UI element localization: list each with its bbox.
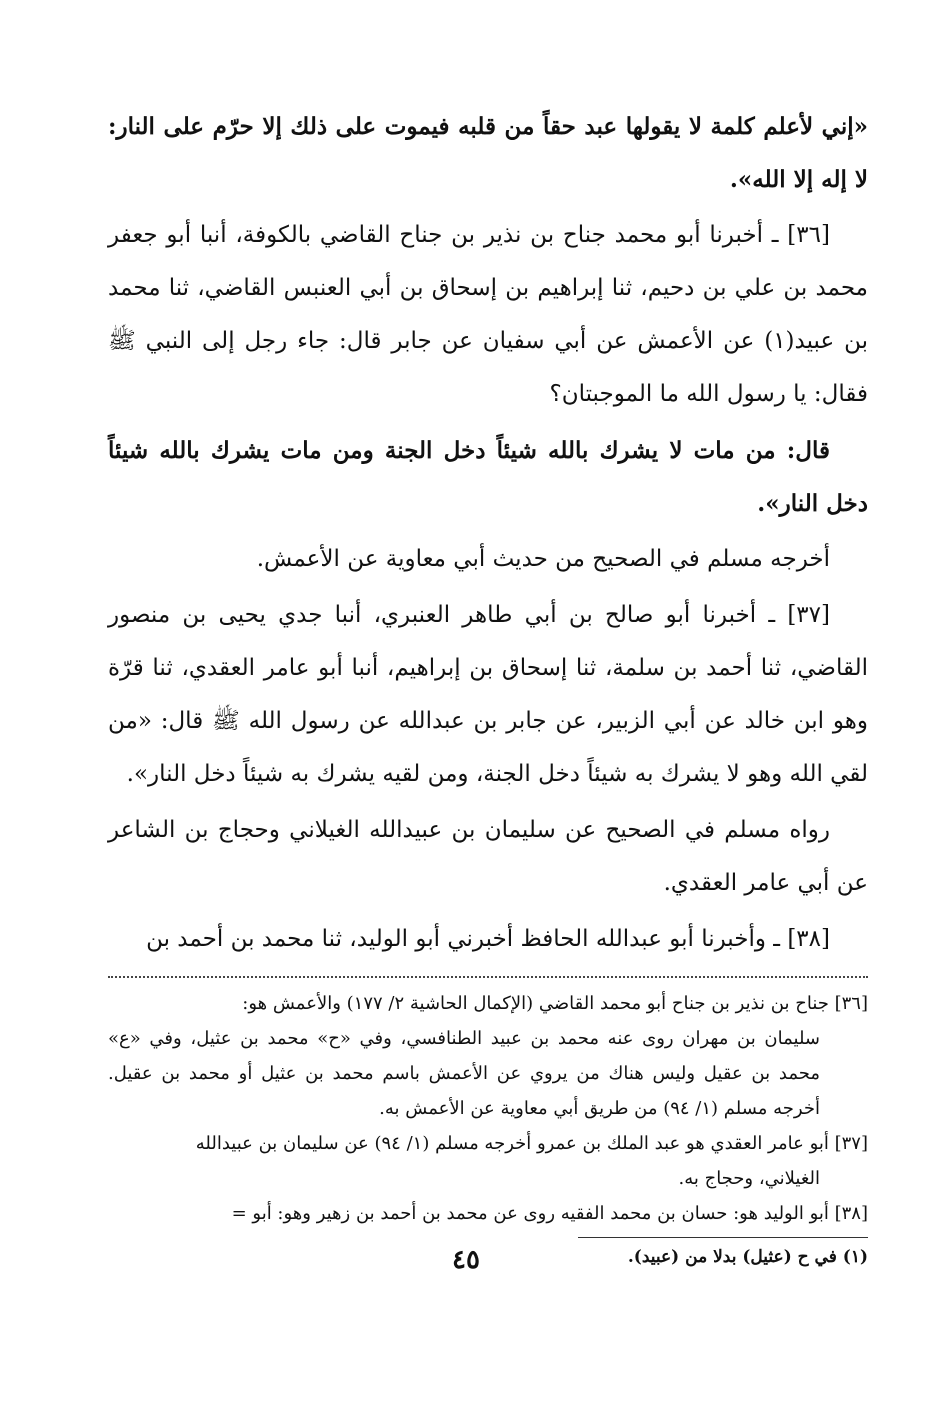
- footnote-36-head: [٣٦] جناح بن نذير بن جناح أبو محمد القاضي (الإكمال الحاشية ٢/ ١٧٧) والأعمش هو:: [242, 993, 868, 1014]
- paragraph-37: [٣٧] ـ أخبرنا أبو صالح بن أبي طاهر العنبري، أنبا جدي يحيى بن منصور القاضي، ثنا أحمد بن سلمة، ثنا إسحاق بن إبراهيم، أنبا أبو عامر العقدي، ثنا قرّة وهو ابن خالد عن أبي الزبير، عن جابر بن عبدالله عن رسول الله ﷺ قال: «من لقي الله وهو لا يشرك به شيئاً دخل الجنة، ومن لقيه يشرك به شيئاً دخل النار».: [108, 602, 868, 787]
- footnote-37-cont: الغيلاني، وحجاج به.: [678, 1168, 820, 1189]
- margin-note: (١) في ح (عثيل) بدلا من (عبيد).: [627, 1247, 868, 1267]
- page-body: [108, 100, 868, 1272]
- footnote-38-head: [٣٨] أبو الوليد هو: حسان بن محمد الفقيه روى عن محمد بن أحمد بن زهير وهو: أبو =: [231, 1203, 868, 1224]
- paragraph-37-source: رواه مسلم في الصحيح عن سليمان بن عبيدالله الغيلاني وحجاج بن الشاعر عن أبي عامر العقدي.: [108, 817, 868, 896]
- page-number: ٤٥: [452, 1245, 480, 1275]
- paragraph-38: [٣٨] ـ وأخبرنا أبو عبدالله الحافظ أخبرني أبو الوليد، ثنا محمد بن أحمد بن: [146, 926, 830, 952]
- margin-note-separator: [578, 1237, 868, 1238]
- paragraph-36: [٣٦] ـ أخبرنا أبو محمد جناح بن نذير بن جناح القاضي بالكوفة، أنبا أبو جعفر محمد بن علي بن دحيم، ثنا إبراهيم بن إسحاق بن أبي العنبس القاضي، ثنا محمد بن عبيد(١) عن الأعمش عن أبي سفيان عن جابر قال: جاء رجل إلى النبي ﷺ فقال: يا رسول الله ما الموجبتان؟: [108, 222, 868, 407]
- footnote-separator: [108, 976, 868, 978]
- footnote-37-head: [٣٧] أبو عامر العقدي هو عبد الملك بن عمرو أخرجه مسلم (١/ ٩٤) عن سليمان بن عبيدالله: [195, 1133, 868, 1154]
- paragraph-36-source: أخرجه مسلم في الصحيح من حديث أبي معاوية عن الأعمش.: [256, 546, 830, 572]
- footnote-36-cont: سليمان بن مهران روى عنه محمد بن عبيد الطنافسي، وفي «ح» محمد بن عثيل، وفي «ع» محمد بن عقيل وليس هناك من يروي عن الأعمش باسم محمد بن عثيل أو محمد بن عقيل. أخرجه مسلم (١/ ٩٤) من طريق أبي معاوية عن الأعمش به.: [108, 1028, 820, 1119]
- paragraph-hadith-quote: «إني لأعلم كلمة لا يقولها عبد حقاً من قلبه فيموت على ذلك إلا حرّم على النار: لا إله إلا الله».: [108, 113, 868, 193]
- paragraph-36-answer: قال: من مات لا يشرك بالله شيئاً دخل الجنة ومن مات يشرك بالله شيئاً دخل النار».: [108, 437, 868, 517]
